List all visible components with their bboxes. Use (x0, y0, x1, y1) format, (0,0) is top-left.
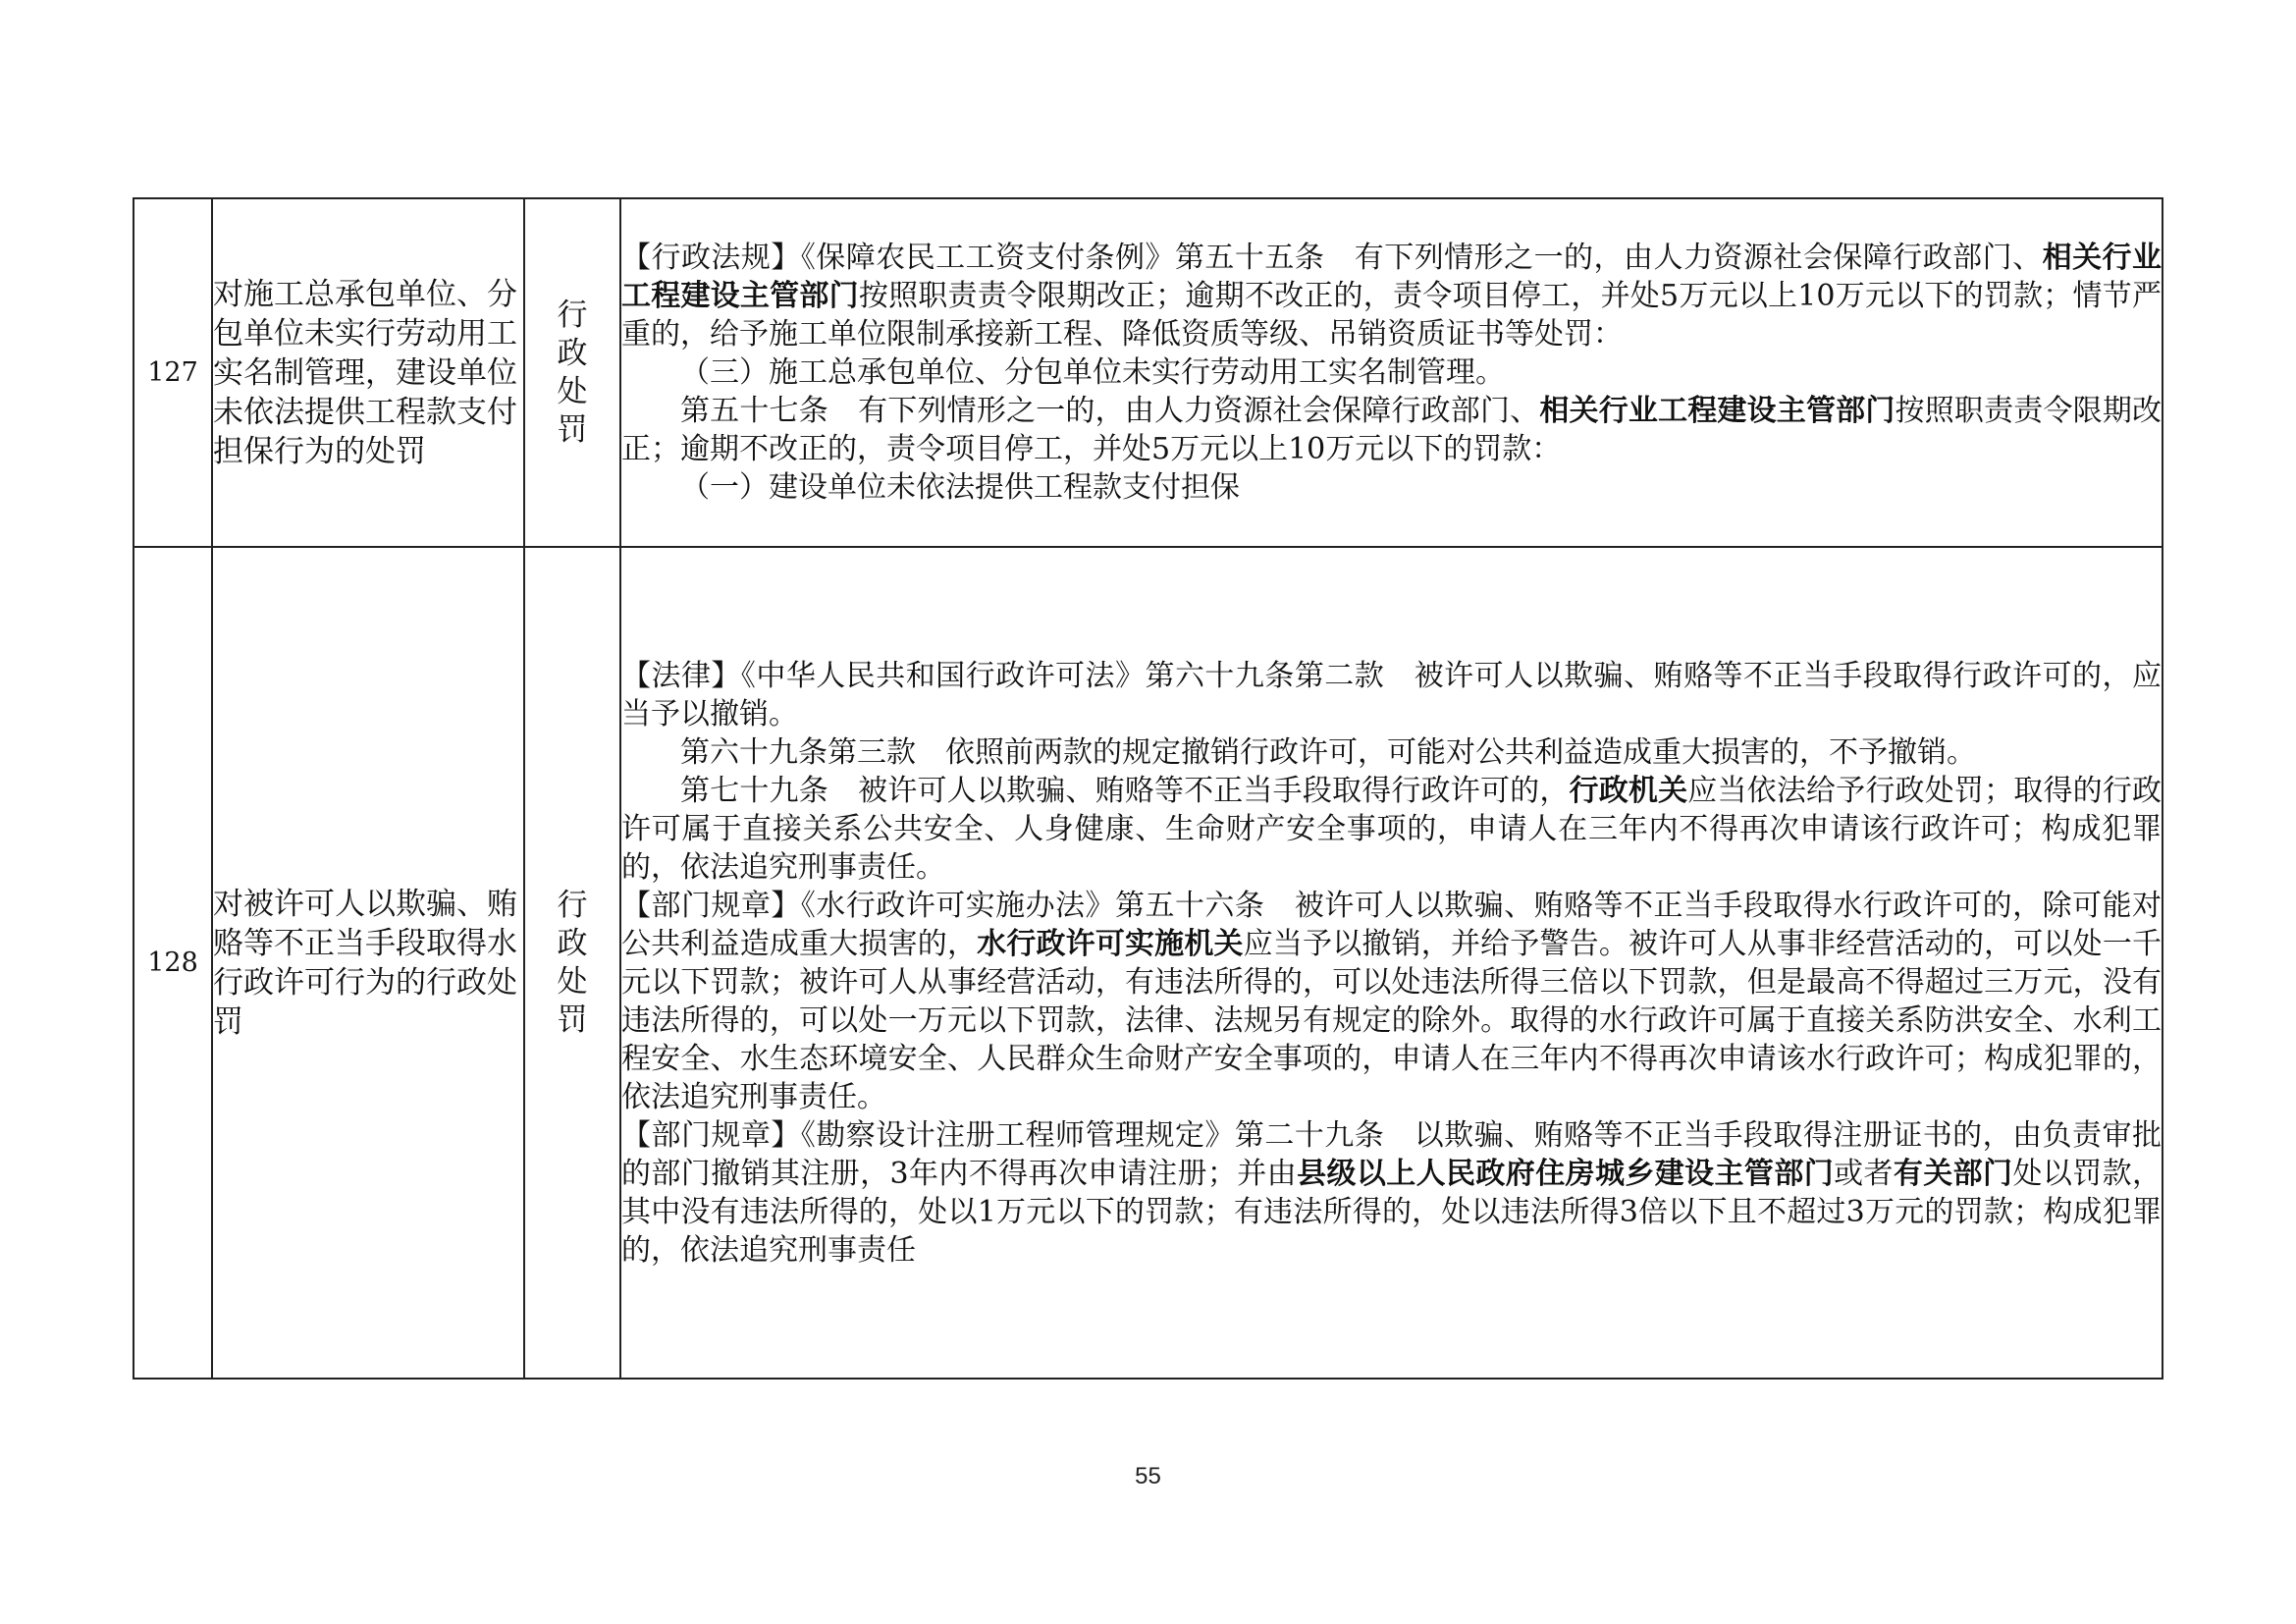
legal-basis-text (621, 657, 2162, 1270)
basis-paragraph (621, 468, 2162, 507)
page-number: 55 (1135, 1463, 1161, 1489)
basis-text: （一）建设单位未依法提供工程款支付担保 (680, 470, 1240, 505)
basis-paragraph (621, 353, 2162, 392)
item-name: 对被许可人以欺骗、贿赂等不正当手段取得水行政许可行为的行政处罚 (212, 547, 524, 1379)
basis-paragraph (621, 1116, 2162, 1270)
authority-highlight: 县级以上人民政府住房城乡建设主管部门 (1297, 1156, 1835, 1191)
category-char: 处 (557, 963, 588, 1000)
basis-paragraph (621, 239, 2162, 353)
basis-paragraph (621, 657, 2162, 733)
basis-text: 按照职责责令限期改正；逾期不改正的，责令项目停工，并处5万元以上10万元以下的罚款： (621, 394, 2163, 466)
category-char: 处 (557, 373, 588, 409)
category-cell (524, 198, 620, 547)
category-char: 行 (557, 297, 588, 333)
basis-paragraph (621, 887, 2162, 1116)
row-number: 127 (133, 198, 212, 547)
basis-text: 第六十九条第三款 依照前两款的规定撤销行政许可，可能对公共利益造成重大损害的，不予撤销。 (680, 734, 1976, 770)
authority-highlight: 有关部门 (1893, 1156, 2013, 1191)
basis-paragraph (621, 733, 2162, 772)
legal-basis-cell (620, 547, 2163, 1379)
authority-highlight: 水行政许可实施机关 (977, 926, 1244, 961)
basis-text: 【行政法规】《保障农民工工资支付条例》第五十五条 有下列情形之一的，由人力资源社会保障行政部门、 (621, 241, 2043, 275)
basis-text: 或者 (1834, 1156, 1894, 1191)
category-char: 行 (557, 887, 588, 923)
category-char: 政 (557, 925, 588, 961)
basis-text: 处以罚款，其中没有违法所得的，处以1万元以下的罚款；有违法所得的，处以违法所得3倍以下且不超过3万元的罚款；构成犯罪的，依法追究刑事责任 (621, 1156, 2163, 1268)
basis-text: 按照职责责令限期改正；逾期不改正的，责令项目停工，并处5万元以上10万元以下的罚款；情节严重的，给予施工单位限制承接新工程、降低资质等级、吊销资质证书等处罚： (621, 279, 2162, 352)
category-char: 罚 (557, 1001, 588, 1038)
authority-highlight: 相关行业工程建设主管部门 (621, 241, 2163, 313)
basis-text: 【法律】《中华人民共和国行政许可法》第六十九条第二款 被许可人以欺骗、贿赂等不正当手段取得行政许可的，应当予以撤销。 (621, 658, 2162, 731)
table-row (133, 547, 2163, 1379)
category-cell (524, 547, 620, 1379)
authority-highlight: 相关行业工程建设主管部门 (1539, 394, 1896, 428)
category-char: 政 (557, 335, 588, 371)
basis-text: （三）施工总承包单位、分包单位未实行劳动用工实名制管理。 (680, 355, 1505, 390)
basis-text: 【部门规章】《水行政许可实施办法》第五十六条 被许可人以欺骗、贿赂等不正当手段取得水行政许可的，除可能对公共利益造成重大损害的， (621, 888, 2162, 961)
penalty-table (133, 197, 2163, 1380)
legal-basis-cell (620, 198, 2163, 547)
basis-text: 应当依法给予行政处罚；取得的行政许可属于直接关系公共安全、人身健康、生命财产安全事项的，申请人在三年内不得再次申请该行政许可；构成犯罪的，依法追究刑事责任。 (621, 773, 2163, 885)
basis-paragraph (621, 772, 2162, 887)
category-char: 罚 (557, 411, 588, 448)
legal-basis-text (621, 239, 2162, 507)
basis-text: 应当予以撤销，并给予警告。被许可人从事非经营活动的，可以处一千元以下罚款；被许可人从事经营活动，有违法所得的，可以处违法所得三倍以下罚款，但是最高不得超过三万元，没有违法所得的，可以处一万元以下罚款，法律、法规另有规定的除外。取得的水行政许可属于直接关系防洪安全、水利工程安全、水生态环境安全、人民群众生命财产安全事项的，申请人在三年内不得再次申请该水行政许可；构成犯罪的，依法追究刑事责任。 (621, 926, 2163, 1114)
authority-highlight: 行政机关 (1569, 773, 1688, 808)
table-row (133, 198, 2163, 547)
basis-text: 【部门规章】《勘察设计注册工程师管理规定》第二十九条 以欺骗、贿赂等不正当手段取得注册证书的，由负责审批的部门撤销其注册，3年内不得再次申请注册；并由 (621, 1117, 2162, 1191)
row-number: 128 (133, 547, 212, 1379)
item-name: 对施工总承包单位、分包单位未实行劳动用工实名制管理，建设单位未依法提供工程款支付担保行为的处罚 (212, 198, 524, 547)
basis-text: 第五十七条 有下列情形之一的，由人力资源社会保障行政部门、 (680, 394, 1540, 428)
basis-paragraph (621, 392, 2162, 468)
basis-text: 第七十九条 被许可人以欺骗、贿赂等不正当手段取得行政许可的， (680, 773, 1570, 808)
